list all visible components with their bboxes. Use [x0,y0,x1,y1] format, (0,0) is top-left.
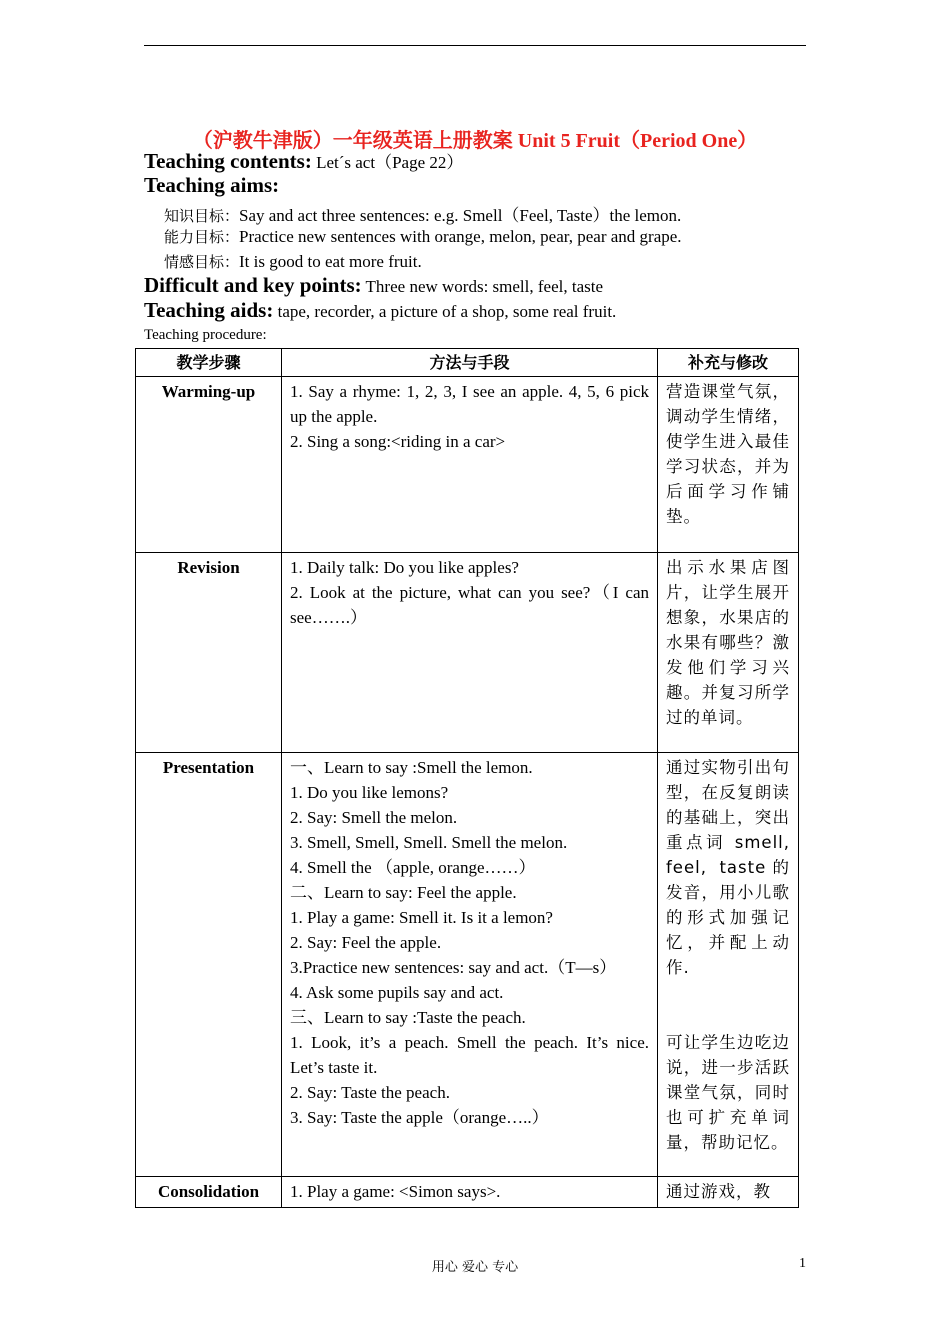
teaching-aids-value: tape, recorder, a picture of a shop, some real fruit. [273,302,617,321]
header-notes: 补充与修改 [658,349,799,377]
note-cell [658,553,799,753]
method-line: 3. Smell, Smell, Smell. Smell the melon. [290,833,568,852]
step-cell: Warming-up [136,377,282,553]
table-row [136,753,799,1177]
aim-text: Practice new sentences with orange, melon, pear, pear and grape. [239,227,682,246]
method-line: 2. Say: Feel the apple. [290,933,442,952]
method-line: 2. Say: Taste the peach. [290,1083,450,1102]
aim-label: 情感目标： [164,253,240,271]
note-text: 通过实物引出句型，在反复朗读的基础上，突出重点词 smell, feel, taste的发音，用小儿歌的形式加强记忆，并配上动作. [666,758,790,977]
teaching-contents [144,148,463,174]
aim-text: Say and act three sentences: e.g. Smell（Feel, Taste）the lemon. [239,206,682,225]
page-number: 1 [799,1256,806,1271]
table-header-row [136,349,799,377]
note-cell [658,1177,799,1208]
method-cell [282,553,658,753]
teaching-aims-label: Teaching aims: [144,173,280,197]
method-line: 1. Say a rhyme: 1, 2, 3, I see an apple. 4, 5, 6 pick up the apple. [290,382,649,426]
aim-label: 能力目标： [164,228,240,246]
method-line: 2. Sing a song:<riding in a car> [290,432,506,451]
header-steps: 教学步骤 [136,349,282,377]
aim-ability [164,226,682,247]
table-row [136,1177,799,1208]
method-line: 1. Play a game: <Simon says>. [290,1182,501,1201]
note-text: 出示水果店图片，让学生展开想象，水果店的水果有哪些？激发他们学习兴趣。并复习所学过的单词。 [666,558,790,727]
step-cell: Consolidation [136,1177,282,1208]
note-text: 可让学生边吃边说，进一步活跃课堂气氛，同时也可扩充单词量，帮助记忆。 [666,1033,790,1152]
note-text: 营造课堂气氛，调动学生情绪，使学生进入最佳学习状态，并为后面学习作铺垫。 [666,382,790,526]
method-line: 4. Smell the （apple, orange……） [290,858,536,877]
aim-label: 知识目标： [164,207,240,225]
step-cell: Presentation [136,753,282,1177]
note-cell [658,377,799,553]
teaching-contents-value: Let´s act（Page 22） [311,153,464,172]
header-methods: 方法与手段 [282,349,658,377]
method-line: 一、Learn to say :Smell the lemon. [290,758,533,777]
difficult-points-label: Difficult and key points: [144,273,362,297]
method-line: 1. Look, it’s a peach. Smell the peach. It’s nice. Let’s taste it. [290,1033,649,1077]
method-line: 3.Practice new sentences: say and act.（T—s） [290,958,617,977]
method-line: 三、Learn to say :Taste the peach. [290,1008,526,1027]
method-line: 二、Learn to say: Feel the apple. [290,883,517,902]
method-cell [282,1177,658,1208]
aim-emotion [164,251,422,272]
method-line: 4. Ask some pupils say and act. [290,983,504,1002]
table-row [136,377,799,553]
difficult-points [144,273,603,298]
teaching-aids [144,298,616,323]
aim-knowledge [164,201,681,226]
teaching-aims [144,173,279,198]
method-cell [282,377,658,553]
method-line: 2. Look at the picture, what can you see?（I can see…….） [290,583,649,627]
note-spacer [666,980,790,1030]
method-line: 3. Say: Taste the apple（orange…..） [290,1108,549,1127]
header-rule [144,45,806,46]
method-cell [282,753,658,1177]
method-line: 2. Say: Smell the melon. [290,808,458,827]
table-row [136,553,799,753]
footer-motto: 用心 爱心 专心 [431,1260,519,1275]
step-cell: Revision [136,553,282,753]
method-line: 1. Daily talk: Do you like apples? [290,558,519,577]
method-line: 1. Play a game: Smell it. Is it a lemon? [290,908,553,927]
aim-text: It is good to eat more fruit. [239,252,422,271]
method-line: 1. Do you like lemons? [290,783,449,802]
procedure-table [135,348,799,1208]
difficult-points-value: Three new words: smell, feel, taste [361,277,603,296]
procedure-label: Teaching procedure: [144,327,267,343]
note-text: 通过游戏，教 [666,1182,771,1201]
page-title: （沪教牛津版）一年级英语上册教案 Unit 5 Fruit（Period One） [192,130,758,152]
teaching-aids-label: Teaching aids: [144,298,274,322]
note-cell [658,753,799,1177]
teaching-contents-label: Teaching contents: [144,149,312,173]
